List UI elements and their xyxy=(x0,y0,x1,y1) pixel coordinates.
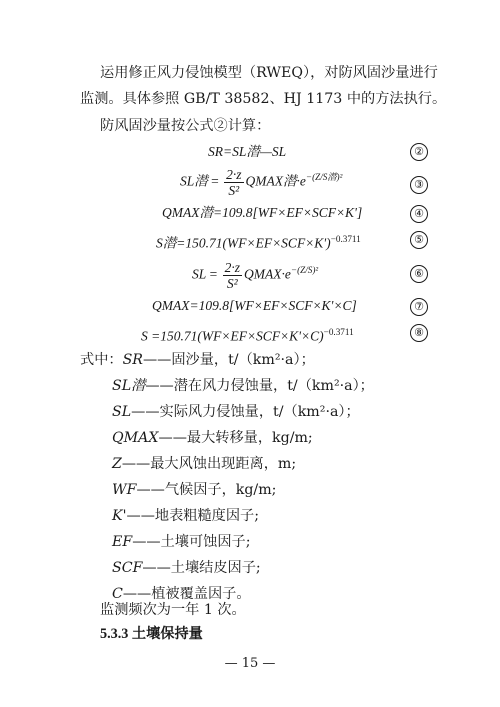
equation-number-2: ② xyxy=(410,143,428,161)
definition-symbol: Z xyxy=(112,456,122,472)
equation-6: SL = $\frac{2\cdot z}{\text{S²}}$ $QMAX\cdot e^{-(Z/S)^2}$ xyxy=(192,259,319,291)
definition-row xyxy=(80,350,315,370)
definition-symbol: K' xyxy=(112,508,127,524)
definition-symbol: SR xyxy=(122,352,143,368)
section-heading: 5.3.3 土壤保持量 xyxy=(100,626,203,642)
eq4-lhs: QMAX潜 xyxy=(162,205,213,220)
definition-text: ——地表粗糙度因子; xyxy=(126,508,259,524)
intro-line-3: 防风固沙量按公式②计算： xyxy=(100,118,271,134)
eq3-numerator: 2·z xyxy=(226,166,242,182)
page-number: — 15 — xyxy=(224,656,276,671)
equation-8 xyxy=(141,322,354,347)
eq2-lhs: SR xyxy=(208,144,223,159)
equation-3: SL潜 = $\frac{2\cdot z}{\text{S²}}$ QMAX潜$\cdot e^{-(Z/S潜)^2}$ xyxy=(180,166,343,198)
eq6-denominator: S² xyxy=(226,275,238,291)
where-label: 式中： xyxy=(80,352,123,368)
definition-text: ——土壤结皮因子; xyxy=(142,560,261,576)
definition-symbol: SL xyxy=(112,404,132,420)
eq4-rhs: =109.8[WF×EF×SCF×K'] xyxy=(213,205,363,220)
eq3-rhs: QMAX潜·e xyxy=(245,173,306,189)
eq5-lhs: S潜 xyxy=(156,235,177,251)
definition-text: ——最大转移量，kg/m; xyxy=(158,430,313,446)
equation-number-8: ⑧ xyxy=(410,324,428,342)
eq6-exponent: −(Z/S)² xyxy=(290,265,319,275)
eq7-rhs: =109.8[WF×EF×SCF×K'×C] xyxy=(189,298,357,313)
equation-number-4: ④ xyxy=(410,205,428,223)
definition-symbol: SL潜 xyxy=(112,378,146,394)
definition-row xyxy=(112,532,250,552)
eq8-rhs: =150.71(WF×EF×SCF×K'×C) xyxy=(151,328,324,344)
definition-row xyxy=(112,428,313,448)
definition-text: ——气候因子，kg/m; xyxy=(136,482,277,498)
definition-text: ——潜在风力侵蚀量，t/（km²·a）； xyxy=(145,378,374,394)
definition-row xyxy=(112,402,360,422)
definition-symbol: EF xyxy=(112,534,133,550)
definition-text: ——土壤可蚀因子; xyxy=(132,534,251,550)
eq3-lhs: SL潜 xyxy=(180,173,208,189)
equation-5 xyxy=(156,229,361,254)
eq5-exponent: −0.3711 xyxy=(330,234,361,244)
eq8-exponent: −0.3711 xyxy=(323,327,354,337)
eq7-lhs: QMAX xyxy=(152,298,190,313)
definition-row xyxy=(112,480,276,500)
equation-2 xyxy=(208,142,286,162)
intro-line-1: 运用修正风力侵蚀模型（RWEQ），对防风固沙量进行 xyxy=(100,65,438,81)
definition-row xyxy=(112,558,261,578)
definition-text: ——最大风蚀出现距离，m; xyxy=(121,456,297,472)
definition-symbol: C xyxy=(112,586,123,602)
definition-text: ——植被覆盖因子。 xyxy=(122,586,251,602)
definition-symbol: SCF xyxy=(112,560,143,576)
equation-number-6: ⑥ xyxy=(410,265,428,283)
definition-text: ——固沙量，t/（km²·a）； xyxy=(142,352,315,368)
definition-row xyxy=(112,506,259,526)
eq3-fraction xyxy=(224,167,243,198)
eq3-exponent: −(Z/S潜)² xyxy=(305,172,343,182)
eq6-rhs: QMAX·e xyxy=(244,266,291,282)
equation-number-3: ③ xyxy=(410,176,428,194)
eq5-rhs: =150.71(WF×EF×SCF×K') xyxy=(176,235,331,251)
eq3-denominator: S² xyxy=(228,182,240,198)
eq2-rhs: =SL潜—SL xyxy=(223,144,287,159)
equation-4 xyxy=(162,203,362,223)
intro-line-2: 监测。具体参照 GB/T 38582、HJ 1173 中的方法执行。 xyxy=(80,91,447,107)
definition-symbol: WF xyxy=(112,482,137,498)
equation-number-5: ⑤ xyxy=(410,231,428,249)
eq6-fraction xyxy=(223,260,242,291)
definition-row xyxy=(112,454,296,474)
definition-text: ——实际风力侵蚀量，t/（km²·a）； xyxy=(131,404,360,420)
equation-7 xyxy=(152,296,357,316)
equation-number-7: ⑦ xyxy=(410,298,428,316)
definition-symbol: QMAX xyxy=(112,430,159,446)
eq6-numerator: 2·z xyxy=(224,259,241,275)
eq6-lhs: SL xyxy=(192,266,207,282)
frequency-text: 监测频次为一年 1 次。 xyxy=(100,602,246,618)
eq8-lhs: S xyxy=(141,328,148,344)
definition-row xyxy=(112,376,374,396)
